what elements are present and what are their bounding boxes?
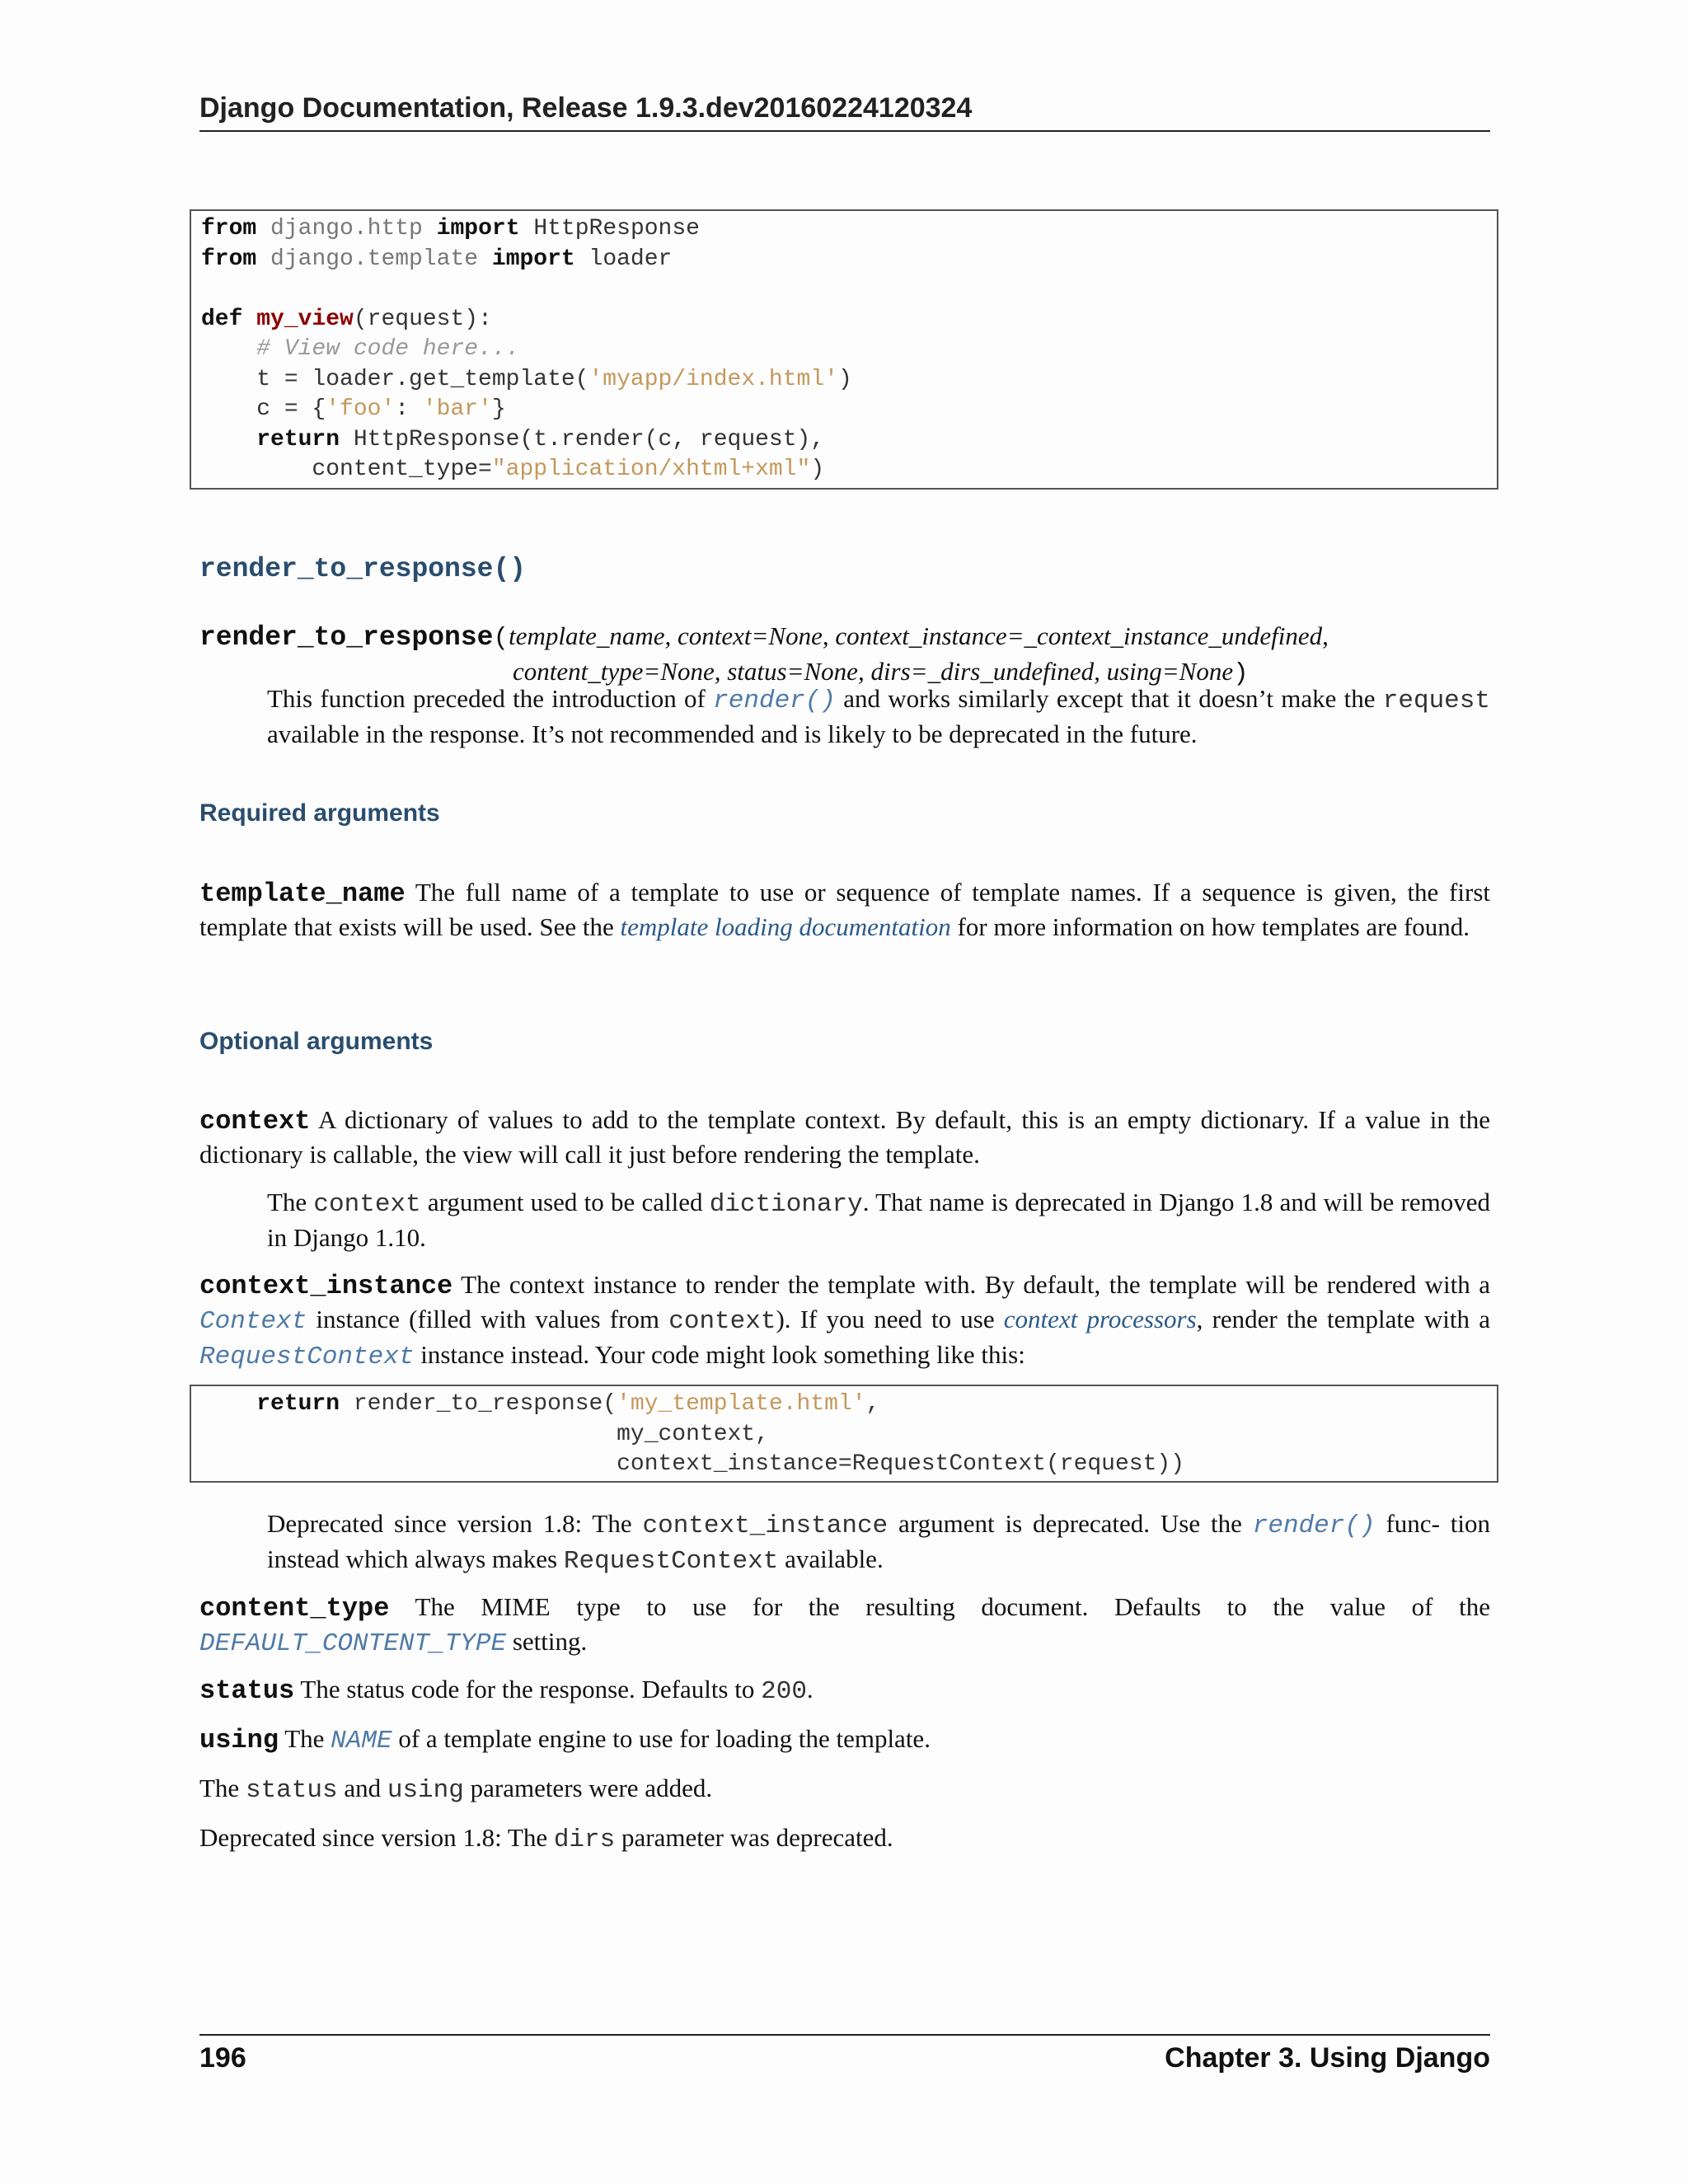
section-title: render_to_response(): [199, 554, 527, 584]
function-signature: render_to_response(template_name, context=None, context_instance=_context_instance_undefined, content_type=None, status=None, dirs=_dirs_undefined, using=None): [199, 621, 1329, 688]
arg-template-name: template_name The full name of a template to use or sequence of template names. If a sequence is given, the first template that exists will be used. See the template loading documentation for more information on how templates are found.: [199, 878, 1490, 941]
code-comment: # View code here...: [256, 336, 520, 362]
arg-term: template_name: [199, 879, 406, 909]
code-function-name: my_view: [256, 306, 354, 332]
name-setting-link[interactable]: NAME: [331, 1727, 392, 1755]
header-rule: [199, 130, 1490, 132]
arg-context: context A dictionary of values to add to the template context. By default, this is an empty dictionary. If a value in the dictionary is callable, the view will call it just before rendering the template.: [199, 1105, 1490, 1169]
code-block-view-example: from django.http import HttpResponse from django.template import loader def my_view(request): # View code here... t = loader.get_template('myapp/index.html') c = {'foo': 'bar'} return HttpResponse(t.render(c, request), content_type="application/xhtml+xml"): [190, 209, 1498, 490]
dirs-deprecation-note: Deprecated since version 1.8: The dirs parameter was deprecated.: [199, 1823, 893, 1854]
optional-arguments-heading: Optional arguments: [199, 1028, 434, 1055]
arg-using: using The NAME of a template engine to use for loading the template.: [199, 1724, 931, 1755]
inline-literal: request: [1382, 687, 1490, 715]
running-header: Django Documentation, Release 1.9.3.dev20160224120324: [199, 92, 973, 124]
context-link[interactable]: Context: [199, 1307, 307, 1336]
context-processors-link[interactable]: context processors: [1003, 1305, 1197, 1333]
context-deprecation-note: The context argument used to be called dictionary. That name is deprecated in Django 1.8 and will be removed in Django 1.10.: [267, 1188, 1490, 1252]
footer-rule: [199, 2034, 1490, 2036]
signature-name: render_to_response: [199, 622, 494, 653]
signature-params: template_name, context=None, context_instance=_context_instance_undefined,: [509, 621, 1329, 650]
arg-content-type: content_type The MIME type to use for the resulting document. Defaults to the value of the DEFAULT_CONTENT_TYPE setting.: [199, 1592, 1490, 1658]
required-arguments-heading: Required arguments: [199, 799, 440, 827]
requestcontext-link[interactable]: RequestContext: [199, 1343, 415, 1371]
chapter-title: Chapter 3. Using Django: [1165, 2042, 1490, 2074]
function-description: This function preceded the introduction of render() and works similarly except that it doesn’t make the request available in the response. It’s not recommended and is likely to be deprecated in the future.: [267, 684, 1490, 748]
code-module: django.http: [270, 216, 423, 241]
context-instance-deprecation: Deprecated since version 1.8: The context_instance argument is deprecated. Use the render() func- tion instead which always makes RequestContext available.: [267, 1509, 1491, 1576]
template-loading-link[interactable]: template loading documentation: [620, 912, 951, 941]
render-link[interactable]: render(): [1252, 1511, 1376, 1540]
default-content-type-link[interactable]: DEFAULT_CONTENT_TYPE: [199, 1629, 507, 1658]
arg-status: status The status code for the response. Defaults to 200.: [199, 1675, 814, 1706]
render-link[interactable]: render(): [713, 687, 836, 715]
page-number: 196: [199, 2042, 246, 2074]
version-added-note: The status and using parameters were added.: [199, 1774, 713, 1805]
arg-context-instance: context_instance The context instance to render the template with. By default, the template will be rendered with a Context instance (filled with values from context). If you need to use context processors, render the template with a RequestContext instance instead. Your code might look something like this:: [199, 1270, 1490, 1371]
code-block-render-to-response: return render_to_response('my_template.html', my_context, context_instance=RequestContext(request)): [190, 1385, 1498, 1483]
code-keyword: import: [436, 216, 520, 241]
code-keyword: from: [201, 216, 257, 241]
code-string: 'myapp/index.html': [588, 366, 838, 392]
